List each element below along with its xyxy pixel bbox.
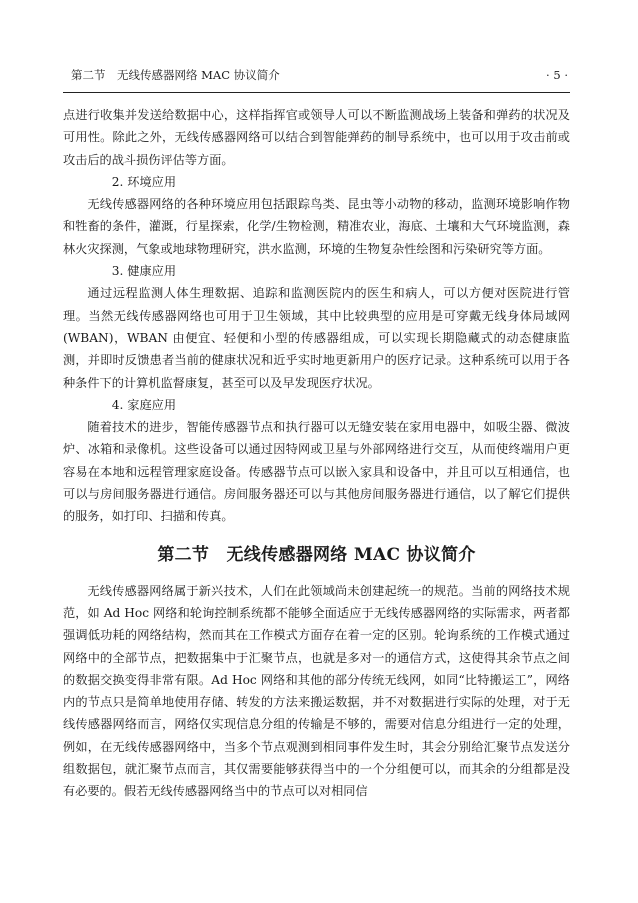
subheading-home: 4. 家庭应用 — [111, 397, 177, 412]
subheading-health: 3. 健康应用 — [111, 264, 177, 279]
section-title: 第二节 无线传感器网络 MAC 协议简介 — [157, 544, 476, 565]
subheading-environment: 2. 环境应用 — [111, 174, 177, 189]
paragraph-home: 随着技术的进步，智能传感器节点和执行器可以无缝安装在家用电器中，如吸尘器、微波炉、冰箱和录像机。这些设备可以通过因特网或卫星与外部网络进行交互，从而使终端用户更容易在本地和远程管理家庭设备。传感器节点可以嵌入家具和设备中，并且可以互相通信，也可以与房间服务器进行通信。房间服务器还可以与其他房间服务器进行通信，以了解它们提供的服务，如打印、扫描和传真。 — [63, 420, 570, 524]
running-header — [63, 66, 570, 84]
paragraph-environment: 无线传感器网络的各种环境应用包括跟踪鸟类、昆虫等小动物的移动，监测环境影响作物和牲畜的条件，灌溉，行星探索，化学/生物检测，精准农业，海底、土壤和大气环境监测，森林火灾探测，气象或地球物理研究，洪水监测，环境的生物复杂性绘图和污染研究等方面。 — [63, 197, 570, 256]
running-header-title: 第二节 无线传感器网络 MAC 协议简介 — [71, 68, 280, 82]
paragraph-mac-intro: 无线传感器网络属于新兴技术，人们在此领域尚未创建起统一的规范。当前的网络技术规范，如 Ad Hoc 网络和轮询控制系统都不能够全面适应于无线传感器网络的实际需求，两者都强调低功耗的网络结构，然而其在工作模式方面存在着一定的区别。轮询系统的工作模式通过网络中的全部节点，把数据集中于汇聚节点，也就是多对一的通信方式，这使得其余节点之间的数据交换变得非常有限。Ad Hoc 网络和其他的部分传统无线网，如同“比特搬运工”，网络内的节点只是简单地使用存储、转发的方法来搬运数据，并不对数据进行实际的处理，对于无线传感器网络而言，网络仅实现信息分组的传输是不够的，需要对信息分组进行一定的处理，例如，在无线传感器网络中，当多个节点观测到相同事件发生时，其会分别给汇聚节点发送分组数据包，就汇聚节点而言，其仅需要能够获得当中的一个分组便可以，而其余的分组都是没有必要的。假若无线传感器网络当中的节点可以对相同信 — [63, 583, 570, 799]
paragraph-health: 通过远程监测人体生理数据、追踪和监测医院内的医生和病人，可以方便对医院进行管理。当然无线传感器网络也可用于卫生领域，其中比较典型的应用是可穿戴无线身体局域网 (WBAN)，WBAN 由便宜、轻便和小型的传感器组成，可以实现长期隐藏式的动态健康监测，并即时反馈患者当前的健康状况和近乎实时地更新用户的医疗记录。这种系统可以用于各种条件下的计算机监督康复，甚至可以及早发现医疗状况。 — [63, 286, 570, 390]
paragraph-intro-continued: 点进行收集并发送给数据中心，这样指挥官或领导人可以不断监测战场上装备和弹药的状况及可用性。除此之外，无线传感器网络可以结合到智能弹药的制导系统中，也可以用于攻击前或攻击后的战斗损伤评估等方面。 — [63, 108, 570, 167]
page-number: · 5 · — [546, 68, 568, 82]
page-body — [63, 104, 570, 803]
header-rule — [63, 92, 570, 93]
